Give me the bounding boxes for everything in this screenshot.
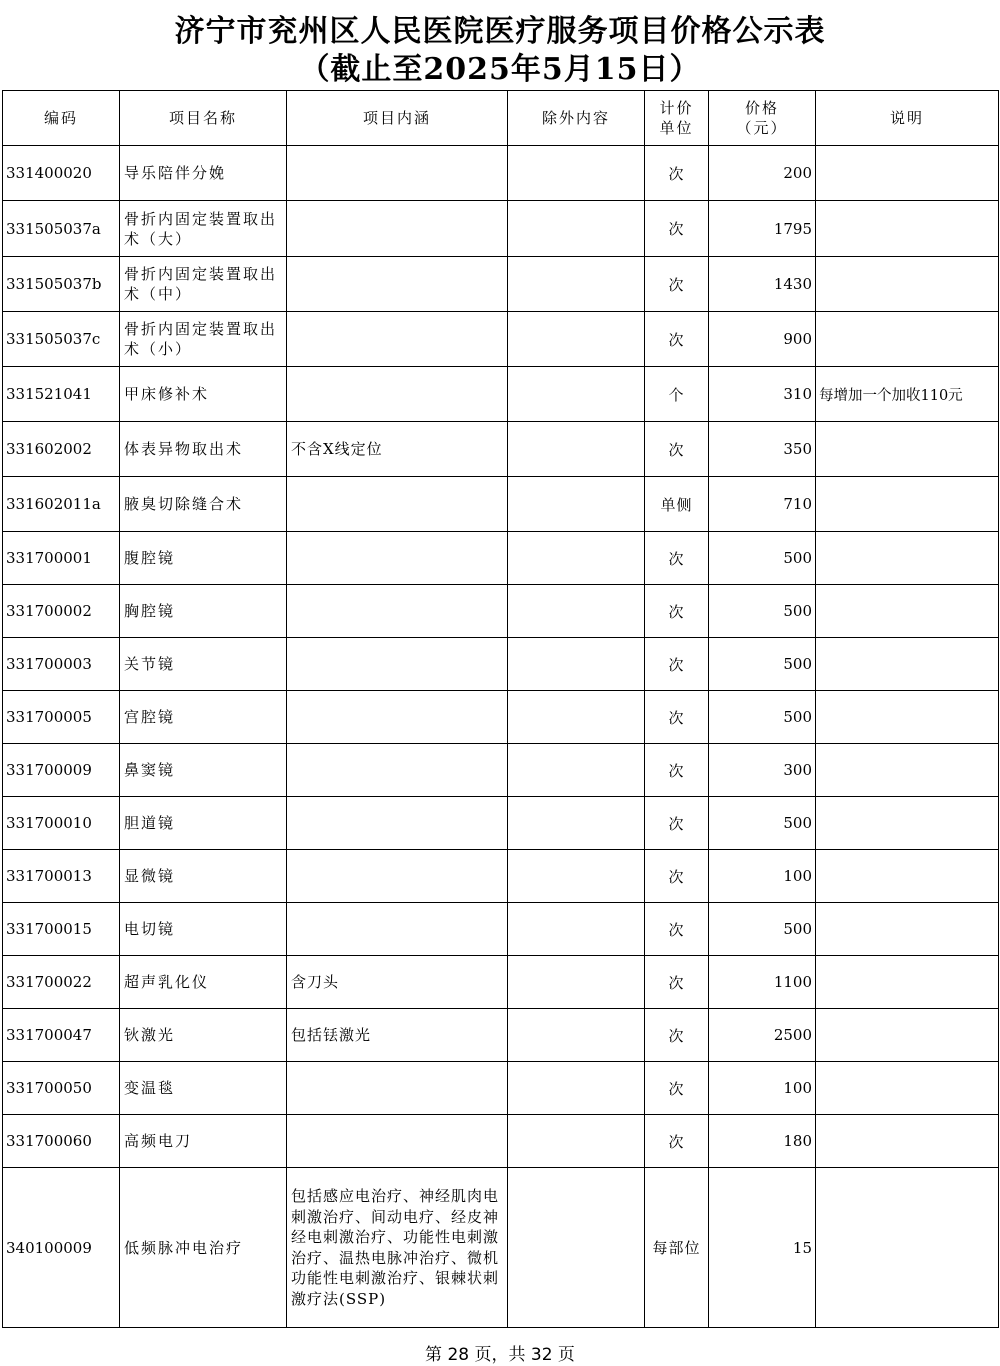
cell-unit: 次 [645, 257, 709, 312]
cell-content: 不含X线定位 [287, 422, 508, 477]
cell-exclude [508, 956, 645, 1009]
cell-code: 331400020 [3, 146, 120, 201]
cell-name: 体表异物取出术 [120, 422, 287, 477]
cell-exclude [508, 797, 645, 850]
header-unit-line1: 计价 [659, 99, 694, 117]
cell-price: 1100 [709, 956, 816, 1009]
table-body [3, 146, 999, 1328]
header-price [709, 91, 816, 146]
cell-note [816, 585, 999, 638]
cell-price: 180 [709, 1115, 816, 1168]
table-row [3, 201, 999, 257]
price-table [2, 90, 999, 1328]
cell-note [816, 744, 999, 797]
cell-content [287, 1062, 508, 1115]
cell-unit: 次 [645, 422, 709, 477]
cell-name: 胸腔镜 [120, 585, 287, 638]
cell-unit: 次 [645, 201, 709, 257]
cell-name: 低频脉冲电治疗 [120, 1168, 287, 1328]
cell-price: 15 [709, 1168, 816, 1328]
cell-price: 500 [709, 585, 816, 638]
cell-name: 腹腔镜 [120, 532, 287, 585]
cell-note [816, 1062, 999, 1115]
cell-note [816, 797, 999, 850]
cell-note [816, 422, 999, 477]
header-code: 编码 [3, 91, 120, 146]
table-row [3, 1168, 999, 1328]
table-row [3, 422, 999, 477]
table-row [3, 532, 999, 585]
cell-exclude [508, 850, 645, 903]
header-exclude: 除外内容 [508, 91, 645, 146]
header-note: 说明 [816, 91, 999, 146]
cell-note [816, 638, 999, 691]
cell-unit: 每部位 [645, 1168, 709, 1328]
cell-code: 331700002 [3, 585, 120, 638]
cell-note [816, 850, 999, 903]
cell-code: 331700010 [3, 797, 120, 850]
cell-code: 331700022 [3, 956, 120, 1009]
cell-code: 331700005 [3, 691, 120, 744]
cell-content [287, 367, 508, 422]
cell-exclude [508, 201, 645, 257]
cell-unit: 次 [645, 312, 709, 367]
cell-note [816, 201, 999, 257]
table-row [3, 367, 999, 422]
cell-price: 350 [709, 422, 816, 477]
cell-price: 500 [709, 903, 816, 956]
cell-code: 331700060 [3, 1115, 120, 1168]
cell-price: 100 [709, 1062, 816, 1115]
cell-name: 甲床修补术 [120, 367, 287, 422]
cell-content [287, 797, 508, 850]
cell-code: 331700003 [3, 638, 120, 691]
cell-price: 1795 [709, 201, 816, 257]
cell-unit: 次 [645, 1009, 709, 1062]
cell-price: 300 [709, 744, 816, 797]
cell-name: 骨折内固定装置取出术（大） [120, 201, 287, 257]
cell-code: 331602002 [3, 422, 120, 477]
cell-content [287, 1115, 508, 1168]
cell-content [287, 691, 508, 744]
table-row [3, 638, 999, 691]
table-row [3, 956, 999, 1009]
cell-unit: 次 [645, 691, 709, 744]
cell-name: 钬激光 [120, 1009, 287, 1062]
cell-price: 500 [709, 532, 816, 585]
cell-note [816, 477, 999, 532]
page-subtitle-date: （截止至2025年5月15日） [299, 52, 701, 87]
cell-unit: 次 [645, 903, 709, 956]
cell-unit: 单侧 [645, 477, 709, 532]
cell-note [816, 1168, 999, 1328]
cell-unit: 次 [645, 1062, 709, 1115]
cell-code: 331700050 [3, 1062, 120, 1115]
cell-name: 骨折内固定装置取出术（中） [120, 257, 287, 312]
cell-unit: 次 [645, 1115, 709, 1168]
table-row [3, 850, 999, 903]
page-title: 济宁市兖州区人民医院医疗服务项目价格公示表 [174, 14, 826, 49]
table-row [3, 1115, 999, 1168]
table-row [3, 797, 999, 850]
cell-name: 宫腔镜 [120, 691, 287, 744]
cell-code: 331505037a [3, 201, 120, 257]
cell-exclude [508, 1115, 645, 1168]
cell-content [287, 257, 508, 312]
table-row [3, 146, 999, 201]
cell-code: 331700009 [3, 744, 120, 797]
header-unit [645, 91, 709, 146]
table-row [3, 691, 999, 744]
cell-name: 电切镜 [120, 903, 287, 956]
cell-name: 关节镜 [120, 638, 287, 691]
cell-content [287, 903, 508, 956]
table-row [3, 1062, 999, 1115]
cell-price: 500 [709, 691, 816, 744]
cell-unit: 个 [645, 367, 709, 422]
cell-exclude [508, 691, 645, 744]
cell-content [287, 850, 508, 903]
cell-code: 331700001 [3, 532, 120, 585]
cell-content [287, 532, 508, 585]
cell-price: 1430 [709, 257, 816, 312]
cell-code: 331521041 [3, 367, 120, 422]
cell-note [816, 1115, 999, 1168]
cell-content [287, 638, 508, 691]
cell-name: 腋臭切除缝合术 [120, 477, 287, 532]
header-name: 项目名称 [120, 91, 287, 146]
cell-note [816, 903, 999, 956]
cell-content: 包括铥激光 [287, 1009, 508, 1062]
cell-note [816, 956, 999, 1009]
cell-exclude [508, 146, 645, 201]
header-content: 项目内涵 [287, 91, 508, 146]
cell-unit: 次 [645, 956, 709, 1009]
cell-price: 710 [709, 477, 816, 532]
cell-content [287, 744, 508, 797]
cell-note [816, 146, 999, 201]
header-price-line2: （元） [736, 119, 788, 137]
cell-content [287, 312, 508, 367]
cell-content [287, 585, 508, 638]
header-unit-line2: 单位 [659, 119, 694, 137]
table-row [3, 903, 999, 956]
cell-price: 500 [709, 638, 816, 691]
cell-unit: 次 [645, 797, 709, 850]
cell-content [287, 201, 508, 257]
cell-code: 331505037c [3, 312, 120, 367]
table-row [3, 257, 999, 312]
cell-name: 骨折内固定装置取出术（小） [120, 312, 287, 367]
cell-unit: 次 [645, 585, 709, 638]
cell-price: 310 [709, 367, 816, 422]
cell-name: 显微镜 [120, 850, 287, 903]
cell-note [816, 257, 999, 312]
cell-exclude [508, 744, 645, 797]
cell-exclude [508, 367, 645, 422]
cell-exclude [508, 422, 645, 477]
cell-name: 鼻窦镜 [120, 744, 287, 797]
cell-exclude [508, 477, 645, 532]
cell-content: 含刀头 [287, 956, 508, 1009]
cell-note [816, 691, 999, 744]
cell-price: 2500 [709, 1009, 816, 1062]
cell-name: 变温毯 [120, 1062, 287, 1115]
cell-name: 胆道镜 [120, 797, 287, 850]
cell-code: 331505037b [3, 257, 120, 312]
cell-exclude [508, 312, 645, 367]
cell-exclude [508, 585, 645, 638]
cell-content [287, 477, 508, 532]
table-row [3, 312, 999, 367]
cell-exclude [508, 903, 645, 956]
table-row [3, 477, 999, 532]
cell-unit: 次 [645, 638, 709, 691]
cell-exclude [508, 1062, 645, 1115]
cell-note [816, 312, 999, 367]
cell-price: 100 [709, 850, 816, 903]
cell-name: 高频电刀 [120, 1115, 287, 1168]
cell-exclude [508, 532, 645, 585]
cell-code: 331700047 [3, 1009, 120, 1062]
cell-unit: 次 [645, 744, 709, 797]
page-footer: 第 28 页，共 32 页 [425, 1345, 575, 1365]
table-header-row [3, 91, 999, 146]
cell-note [816, 532, 999, 585]
cell-unit: 次 [645, 146, 709, 201]
table-row [3, 585, 999, 638]
header-price-line1: 价格 [744, 99, 779, 117]
cell-price: 200 [709, 146, 816, 201]
cell-unit: 次 [645, 850, 709, 903]
cell-note [816, 1009, 999, 1062]
cell-unit: 次 [645, 532, 709, 585]
cell-note: 每增加一个加收110元 [816, 367, 999, 422]
cell-exclude [508, 638, 645, 691]
cell-content: 包括感应电治疗、神经肌肉电刺激治疗、间动电疗、经皮神经电刺激治疗、功能性电刺激治疗、温热电脉冲治疗、微机功能性电刺激治疗、银棘状刺激疗法(SSP) [287, 1168, 508, 1328]
cell-code: 331602011a [3, 477, 120, 532]
cell-name: 超声乳化仪 [120, 956, 287, 1009]
cell-price: 500 [709, 797, 816, 850]
cell-code: 331700013 [3, 850, 120, 903]
cell-code: 331700015 [3, 903, 120, 956]
cell-code: 340100009 [3, 1168, 120, 1328]
cell-name: 导乐陪伴分娩 [120, 146, 287, 201]
cell-content [287, 146, 508, 201]
cell-exclude [508, 1009, 645, 1062]
table-row [3, 744, 999, 797]
table-row [3, 1009, 999, 1062]
cell-price: 900 [709, 312, 816, 367]
cell-exclude [508, 257, 645, 312]
cell-exclude [508, 1168, 645, 1328]
